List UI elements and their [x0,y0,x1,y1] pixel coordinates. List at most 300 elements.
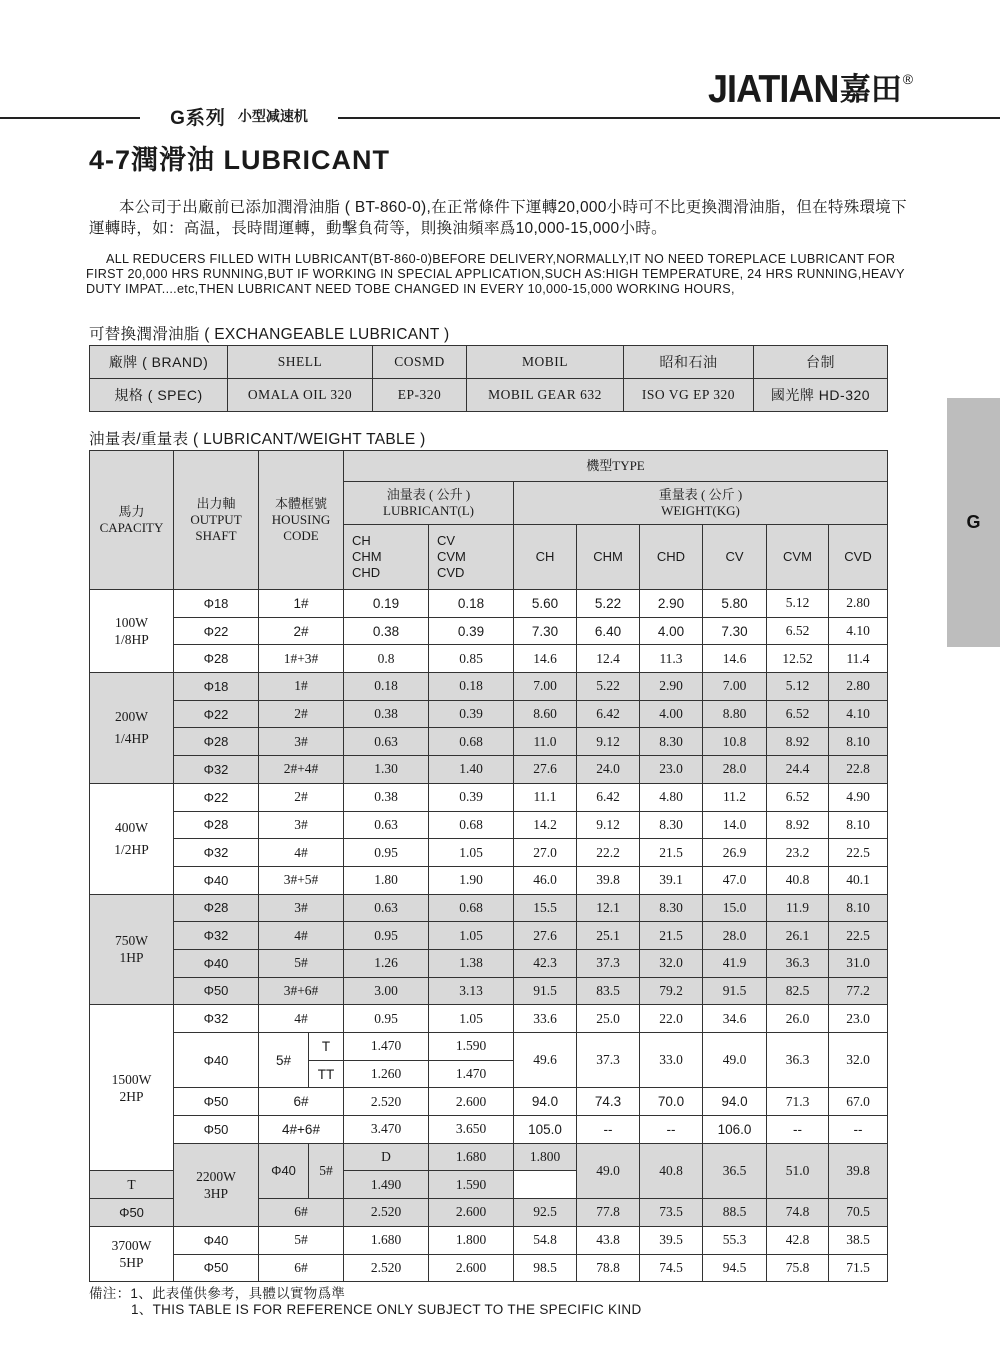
weight-cell: 39.1 [640,866,703,894]
weight-cell: 23.2 [767,839,829,867]
weight-cell: 5.60 [514,590,577,618]
weight-cell: 91.5 [703,977,767,1005]
weight-cell: 26.1 [767,922,829,950]
lub-cell: 0.85 [429,645,514,673]
code-cell: 1# [259,673,344,701]
weight-cell: 67.0 [829,1088,888,1116]
model-chd: CHD [352,565,381,580]
lub-cell: 2.600 [429,1199,514,1227]
intro-english [86,252,936,298]
shaft-cell: Φ28 [174,728,259,756]
table-row [90,1033,888,1061]
table-row [90,949,888,977]
weight-cell: 40.1 [829,866,888,894]
lub-cell: 0.95 [344,1005,429,1033]
weight-cell: -- [767,1116,829,1144]
weight-cell: 43.8 [577,1226,640,1254]
shaft-cell: Φ32 [174,756,259,784]
code-cell: 3#+6# [259,977,344,1005]
capacity-cell [90,894,174,1005]
housing-header-en2: CODE [283,528,319,543]
weight-cell: 79.2 [640,977,703,1005]
weight-cell: 42.8 [767,1226,829,1254]
weight-cell: 7.30 [514,617,577,645]
shaft-cell: Φ50 [174,1088,259,1116]
model-cvd: CVD [437,565,465,580]
shaft-cell: Φ32 [174,839,259,867]
capacity-watt: 400W [115,819,148,835]
capacity-watt: 200W [115,708,148,724]
weight-cell: 21.5 [640,839,703,867]
weight-cell: 24.0 [577,756,640,784]
code-cell: 2# [259,617,344,645]
weight-cell: 4.00 [640,700,703,728]
weight-cell: 91.5 [514,977,577,1005]
lub-cell: 0.39 [429,783,514,811]
weight-cell: 8.10 [829,728,888,756]
table-row [90,1226,888,1254]
weight-cell: 39.5 [640,1226,703,1254]
weight-cell: 22.2 [577,839,640,867]
weight-cell: 8.92 [767,811,829,839]
lub-cell: 1.38 [429,949,514,977]
weight-cell: 28.0 [703,922,767,950]
weight-cell: 2.80 [829,590,888,618]
model-cvm: CVM [437,549,466,564]
table-row [90,617,888,645]
shaft-cell: Φ22 [174,783,259,811]
shaft-cell: Φ28 [174,811,259,839]
header-row-type [90,451,888,482]
section-tab-label: G [966,512,981,532]
weight-cell: 49.0 [703,1033,767,1088]
capacity-header-cn: 馬力 [118,504,145,519]
table-row [90,1005,888,1033]
code-cell: 2# [259,700,344,728]
lub-cell: 1.800 [514,1143,577,1171]
weight-cell: 11.9 [767,894,829,922]
spec-cell: ISO VG EP 320 [624,379,754,412]
lub-cell: 0.39 [429,617,514,645]
series-code: G系列 [170,107,226,129]
code-variant-cell: D [344,1143,429,1171]
lub-cell: 0.18 [429,673,514,701]
weight-cell: 5.80 [703,590,767,618]
weight-col-header: CVM [767,525,829,590]
weight-cell: 14.0 [703,811,767,839]
code-cell: 3# [259,811,344,839]
shaft-cell: Φ40 [174,1033,259,1088]
weight-col-header: CHM [577,525,640,590]
lubricant-liters-header [344,482,514,525]
lub-cell: 1.90 [429,866,514,894]
lub-header-cn: 油量表 ( 公升 ) [386,487,471,502]
weight-cell: 70.5 [829,1199,888,1227]
table-row [90,811,888,839]
weight-cell: -- [640,1116,703,1144]
lub-cell: 1.80 [344,866,429,894]
weight-section-title: 油量表/重量表 ( LUBRICANT/WEIGHT TABLE ) [89,431,426,448]
weight-cell: 8.80 [703,700,767,728]
lub-cell: 0.38 [344,783,429,811]
model-cv: CV [437,533,456,548]
housing-header-cn: 本體框號 [274,496,327,511]
capacity-hp: 2HP [119,1088,144,1104]
weight-cell: 39.8 [829,1143,888,1198]
intro-chinese [89,197,919,239]
lub-cell: 1.470 [344,1033,429,1061]
weight-cell: 83.5 [577,977,640,1005]
lub-cell: 1.260 [344,1060,429,1088]
lub-cell: 3.470 [344,1116,429,1144]
lub-cell: 1.590 [429,1171,514,1199]
weight-cell: 8.30 [640,728,703,756]
code-cell: 3# [259,894,344,922]
weight-header-en: WEIGHT(KG) [661,503,740,518]
table-row [90,1088,888,1116]
brand-label: 廠牌 ( BRAND) [90,346,228,379]
page-title: 4-7潤滑油 LUBRICANT [89,145,391,175]
table-row [90,1116,888,1144]
shaft-cell: Φ50 [174,1116,259,1144]
capacity-hp: 1/8HP [114,632,149,648]
table-row [90,839,888,867]
footnote-en: 1、THIS TABLE IS FOR REFERENCE ONLY SUBJECT TO THE SPECIFIC KIND [131,1302,642,1317]
spec-row [90,379,888,412]
lub-cell: 1.590 [429,1033,514,1061]
weight-cell: 49.6 [514,1033,577,1088]
model-chm: CHM [352,549,382,564]
weight-cell: 14.6 [514,645,577,673]
weight-cell: 24.4 [767,756,829,784]
housing-code-header [259,451,344,590]
weight-cell: 26.0 [767,1005,829,1033]
weight-cell: 11.3 [640,645,703,673]
weight-cell: -- [829,1116,888,1144]
weight-cell: 27.6 [514,922,577,950]
weight-cell: 4.80 [640,783,703,811]
weight-kg-header [514,482,888,525]
code-cell: 6# [259,1254,344,1282]
code-cell: 3#+5# [259,866,344,894]
capacity-hp: 5HP [119,1255,144,1270]
weight-cell: 6.42 [577,700,640,728]
lub-cell: 0.18 [344,673,429,701]
brand-cell: 台制 [754,346,888,379]
lub-cell: 0.63 [344,811,429,839]
code-cell: 6# [259,1088,344,1116]
table-row [90,1143,888,1171]
weight-cell: 74.5 [640,1254,703,1282]
weight-cell: 70.0 [640,1088,703,1116]
table-row [90,866,888,894]
weight-cell: -- [577,1116,640,1144]
weight-cell: 22.0 [640,1005,703,1033]
shaft-cell: Φ40 [174,949,259,977]
capacity-hp: 1/4HP [114,730,149,746]
lub-cell: 1.470 [429,1060,514,1088]
lub-cell: 0.38 [344,617,429,645]
lub-cell: 1.30 [344,756,429,784]
output-shaft-header [174,451,259,590]
code-cell: 3# [259,728,344,756]
code-cell: 6# [259,1199,344,1227]
lub-cell: 1.800 [429,1226,514,1254]
code-cell: 5# [309,1143,344,1198]
table-row [90,673,888,701]
spec-cell: EP-320 [373,379,467,412]
weight-cell: 34.6 [703,1005,767,1033]
weight-cell: 27.0 [514,839,577,867]
lub-header-en: LUBRICANT(L) [383,503,474,518]
shaft-cell: Φ18 [174,590,259,618]
weight-cell: 88.5 [703,1199,767,1227]
weight-cell: 94.5 [703,1254,767,1282]
lub-cell: 0.68 [429,894,514,922]
code-variant-cell: T [90,1171,174,1199]
weight-cell: 94.0 [703,1088,767,1116]
weight-cell: 5.12 [767,590,829,618]
footnote-cn: 備注：1、此表僅供參考，具體以實物爲準 [89,1286,346,1301]
table-row [90,590,888,618]
output-header-en2: SHAFT [195,528,237,543]
weight-cell: 6.42 [577,783,640,811]
registered-mark: ® [902,71,914,87]
weight-cell: 37.3 [577,1033,640,1088]
weight-header-cn: 重量表 ( 公斤 ) [658,487,743,502]
capacity-cell [90,590,174,673]
weight-cell: 7.00 [703,673,767,701]
weight-cell: 22.5 [829,922,888,950]
table-row [90,728,888,756]
weight-cell: 9.12 [577,811,640,839]
intro-english-text: ALL REDUCERS FILLED WITH LUBRICANT(BT-860-0)BEFORE DELIVERY,NORMALLY,IT NO NEED TOREPLACE LUBRICANT FOR FIRST 20,000 HRS RUNNING,BUT IF WORKING IN SPECIAL APPLICATION,SUCH AS:HIGH TEMPERATURE, 24 HRS RUNNING,HEAVY DUTY IMPAT....etc,THEN LUBRICANT NEED TOBE CHANGED IN EVERY 10,000-15,000 WORKING HOURS, [86,252,905,297]
weight-cell: 2.90 [640,590,703,618]
weight-cell: 22.8 [829,756,888,784]
shaft-cell: Φ50 [174,1254,259,1282]
weight-cell: 75.8 [767,1254,829,1282]
capacity-cell [90,783,174,894]
spec-cell: MOBIL GEAR 632 [467,379,624,412]
weight-cell: 39.8 [577,866,640,894]
capacity-hp: 1HP [119,950,144,966]
lub-cell: 1.05 [429,839,514,867]
weight-cell: 7.00 [514,673,577,701]
capacity-header-en: CAPACITY [99,520,164,535]
weight-cell: 73.5 [640,1199,703,1227]
weight-cell: 36.3 [767,949,829,977]
weight-cell: 5.22 [577,673,640,701]
weight-cell: 5.22 [577,590,640,618]
lub-cell: 0.19 [344,590,429,618]
spec-cell: OMALA OIL 320 [228,379,373,412]
code-variant-cell: TT [309,1060,344,1088]
code-cell: 4# [259,922,344,950]
weight-cell: 40.8 [767,866,829,894]
lub-cell: 0.68 [429,811,514,839]
weight-cell: 4.00 [640,617,703,645]
weight-cell: 105.0 [514,1116,577,1144]
lub-cell: 2.520 [344,1088,429,1116]
weight-cell: 47.0 [703,866,767,894]
weight-cell: 11.2 [703,783,767,811]
lub-col-ch-header [344,525,429,590]
weight-cell: 10.8 [703,728,767,756]
capacity-cell [90,1005,174,1171]
shaft-cell: Φ18 [174,673,259,701]
weight-col-header: CVD [829,525,888,590]
code-cell: 2# [259,783,344,811]
weight-cell: 8.30 [640,811,703,839]
code-cell: 5# [259,949,344,977]
capacity-watt: 100W [115,615,148,631]
section-tab-g [947,398,1000,647]
weight-cell: 40.8 [640,1143,703,1198]
shaft-cell: Φ28 [174,894,259,922]
capacity-watt: 3700W [111,1238,152,1253]
weight-col-header: CV [703,525,767,590]
lub-cell: 1.26 [344,949,429,977]
weight-cell: 31.0 [829,949,888,977]
weight-cell: 25.0 [577,1005,640,1033]
brand-row [90,346,888,379]
lub-cell: 0.63 [344,894,429,922]
table-row [90,894,888,922]
lub-cell: 0.18 [429,590,514,618]
weight-cell: 11.4 [829,645,888,673]
brand-logo [708,68,913,114]
lubricant-weight-table [89,450,888,1282]
code-cell: 1# [259,590,344,618]
weight-cell: 32.0 [829,1033,888,1088]
lub-cell: 2.600 [429,1254,514,1282]
weight-cell: 23.0 [640,756,703,784]
capacity-cell [90,1226,174,1281]
weight-cell: 21.5 [640,922,703,950]
lub-cell: 3.00 [344,977,429,1005]
shaft-cell: Φ40 [174,866,259,894]
weight-cell: 46.0 [514,866,577,894]
weight-cell: 2.80 [829,673,888,701]
lub-cell: 1.490 [344,1171,429,1199]
lub-cell: 3.650 [429,1116,514,1144]
output-header-en: OUTPUT [190,512,242,527]
brand-name-en: JIATIAN [708,68,839,111]
lub-cell: 1.680 [429,1143,514,1171]
series-name: 小型减速机 [237,108,308,124]
weight-cell: 49.0 [577,1143,640,1198]
lub-cell: 0.8 [344,645,429,673]
shaft-cell: Φ32 [174,1005,259,1033]
weight-cell: 8.92 [767,728,829,756]
weight-cell: 36.5 [703,1143,767,1198]
weight-cell: 12.4 [577,645,640,673]
weight-cell: 22.5 [829,839,888,867]
housing-header-en: HOUSING [271,512,331,527]
lub-cell: 0.63 [344,728,429,756]
weight-cell: 9.12 [577,728,640,756]
code-cell: 5# [259,1033,309,1088]
weight-cell: 12.52 [767,645,829,673]
lub-col-cv-header [429,525,514,590]
lub-cell: 1.05 [429,1005,514,1033]
weight-cell: 8.10 [829,894,888,922]
weight-cell: 36.3 [767,1033,829,1088]
code-cell: 4# [259,1005,344,1033]
weight-cell: 94.0 [514,1088,577,1116]
weight-cell: 32.0 [640,949,703,977]
weight-cell: 33.0 [640,1033,703,1088]
weight-cell: 14.2 [514,811,577,839]
capacity-watt: 2200W [196,1168,236,1184]
lub-cell: 0.39 [429,700,514,728]
table-row [90,756,888,784]
weight-cell: 25.1 [577,922,640,950]
weight-cell: 4.10 [829,700,888,728]
weight-cell: 26.9 [703,839,767,867]
weight-cell: 41.9 [703,949,767,977]
shaft-cell: Φ28 [174,645,259,673]
intro-chinese-text: 本公司于出廠前已添加潤滑油脂 ( BT-860-0),在正常條件下運轉20,000小時可不比更換潤滑油脂，但在特殊環境下運轉時，如：高温，長時間運轉，動擊負荷等，則換油頻率爲10,000-15,000小時。 [89,199,907,237]
weight-cell: 77.2 [829,977,888,1005]
capacity-watt: 750W [115,933,148,949]
code-cell: 4# [259,839,344,867]
brand-cell: 昭和石油 [624,346,754,379]
exchangeable-lubricant-table [89,345,888,412]
weight-cell: 6.52 [767,783,829,811]
lub-cell: 2.520 [344,1199,429,1227]
brand-cell: SHELL [228,346,373,379]
code-cell: 4#+6# [259,1116,344,1144]
lub-cell: 2.600 [429,1088,514,1116]
type-header: 機型TYPE [344,451,888,482]
lubricant-section-title: 可替換潤滑油脂 ( EXCHANGEABLE LUBRICANT ) [89,326,450,343]
weight-cell: 74.8 [767,1199,829,1227]
weight-cell: 8.10 [829,811,888,839]
capacity-watt: 1500W [111,1071,152,1087]
table-row [90,977,888,1005]
weight-cell: 38.5 [829,1226,888,1254]
code-variant-cell: T [309,1033,344,1061]
weight-cell: 4.90 [829,783,888,811]
table-row [90,700,888,728]
code-cell: 5# [259,1226,344,1254]
weight-cell: 37.3 [577,949,640,977]
brand-name-cn: 嘉田 [839,72,902,107]
capacity-cell [174,1143,259,1226]
weight-cell: 15.0 [703,894,767,922]
weight-cell: 11.0 [514,728,577,756]
shaft-cell: Φ22 [174,617,259,645]
model-ch: CH [352,533,371,548]
weight-cell: 7.30 [703,617,767,645]
output-header-cn: 出力軸 [196,496,236,511]
table-row [90,783,888,811]
weight-cell: 71.5 [829,1254,888,1282]
weight-cell: 8.30 [640,894,703,922]
shaft-cell: Φ40 [174,1226,259,1254]
lub-cell: 1.05 [429,922,514,950]
weight-cell: 55.3 [703,1226,767,1254]
weight-cell: 27.6 [514,756,577,784]
capacity-hp: 3HP [203,1185,228,1201]
table-row [90,922,888,950]
weight-cell: 42.3 [514,949,577,977]
brand-cell: MOBIL [467,346,624,379]
weight-cell: 11.1 [514,783,577,811]
weight-cell: 106.0 [703,1116,767,1144]
series-label [140,101,338,131]
